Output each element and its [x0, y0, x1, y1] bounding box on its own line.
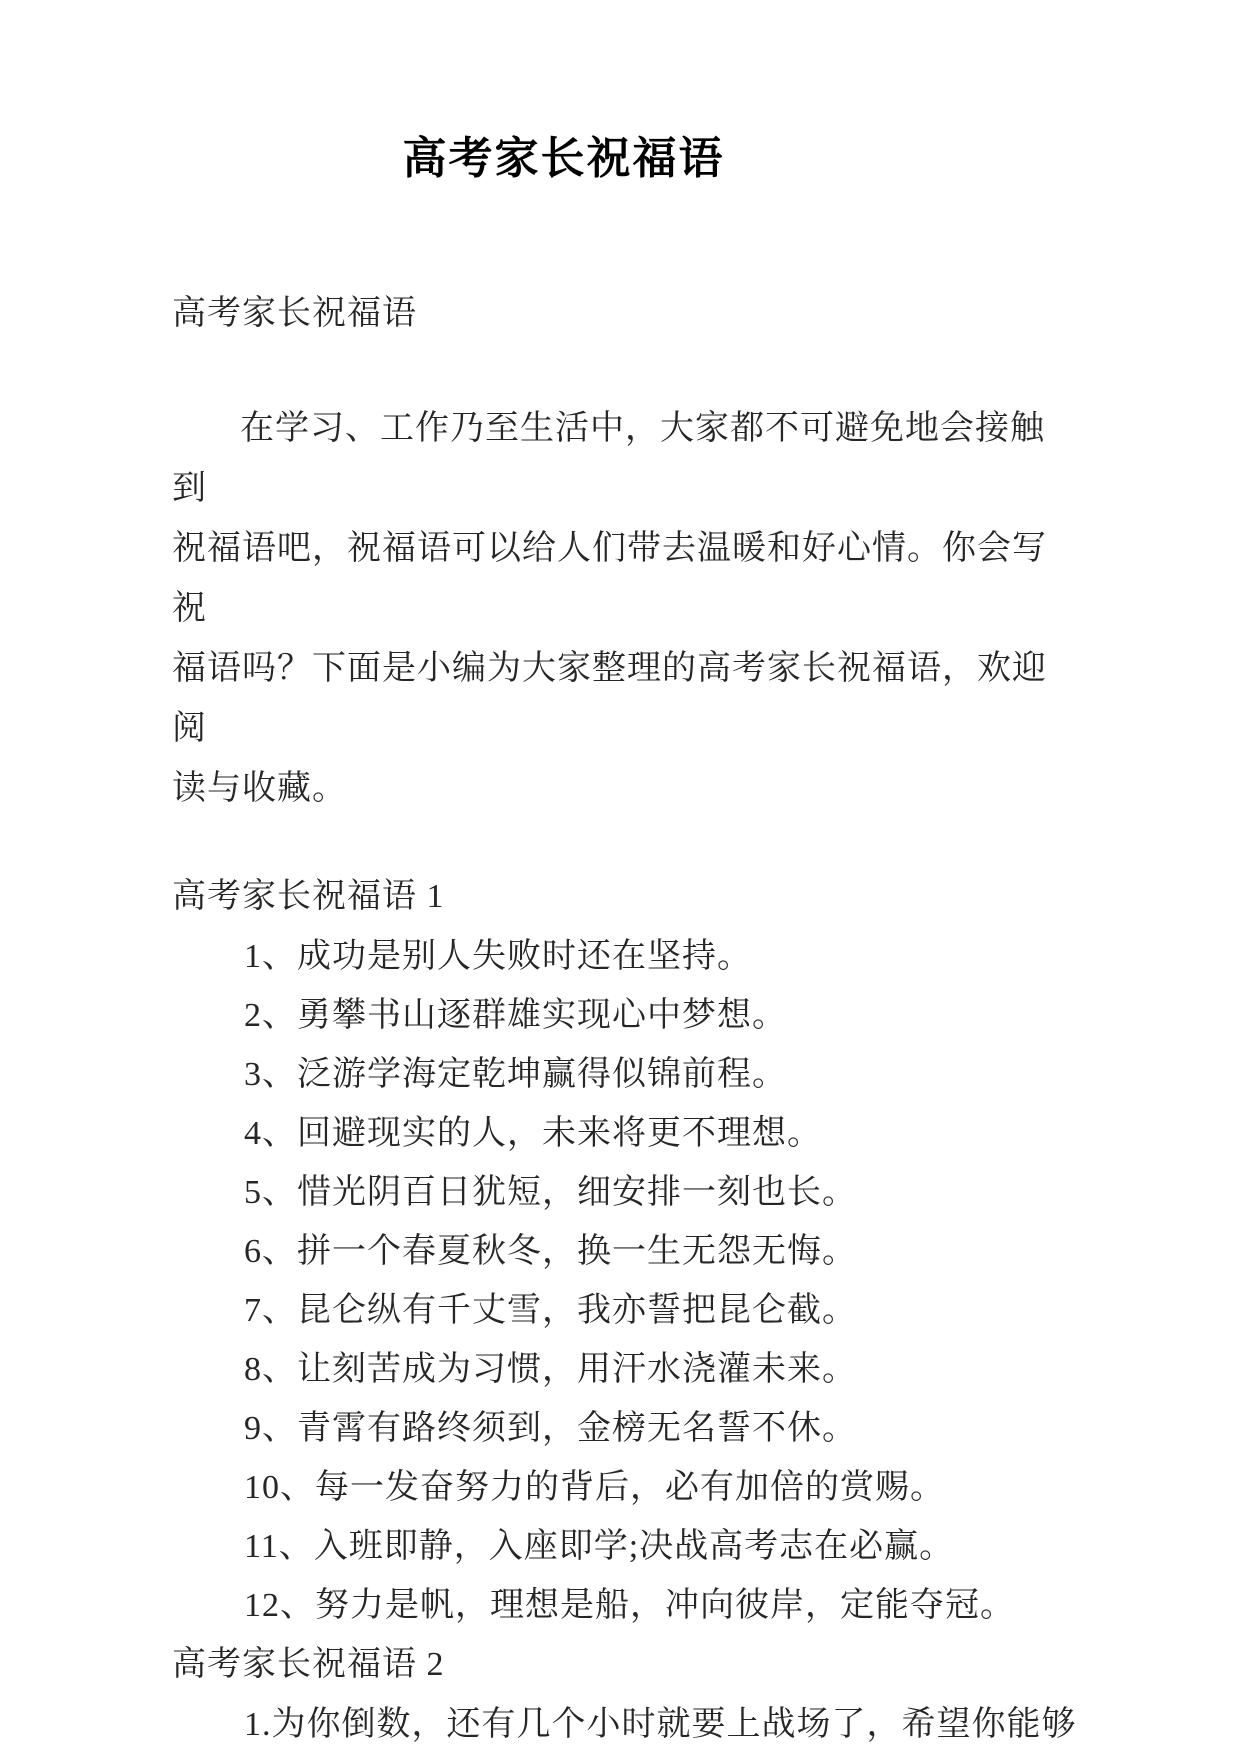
list-item: 11、入班即静，入座即学;决战高考志在必赢。	[244, 1528, 955, 1565]
list-item: 1.为你倒数，还有几个小时就要上战场了，希望你能够	[244, 1706, 1077, 1743]
intro-paragraph	[172, 399, 1071, 819]
section-heading: 高考家长祝福语 2	[172, 1646, 445, 1683]
intro-line: 祝福语吧，祝福语可以给人们带去温暖和好心情。你会写祝	[172, 530, 1047, 627]
article-body	[0, 284, 1241, 1754]
list-item: 6、拼一个春夏秋冬，换一生无怨无悔。	[244, 1233, 857, 1270]
list-item: 3、泛游学海定乾坤赢得似锦前程。	[244, 1056, 787, 1093]
blessing-list	[172, 927, 1071, 1635]
list-item: 8、让刻苦成为习惯，用汗水浇灌未来。	[244, 1351, 857, 1388]
list-item: 9、青霄有路终须到，金榜无名誓不休。	[244, 1410, 857, 1447]
list-item: 1、成功是别人失败时还在坚持。	[244, 938, 752, 975]
intro-line: 读与收藏。	[172, 770, 347, 807]
list-item: 5、惜光阴百日犹短，细安排一刻也长。	[244, 1174, 857, 1211]
article-subtitle: 高考家长祝福语	[172, 295, 417, 332]
page-title: 高考家长祝福语	[402, 134, 725, 183]
list-item: 7、昆仑纵有千丈雪，我亦誓把昆仑截。	[244, 1292, 857, 1329]
list-item: 10、每一发奋努力的背后，必有加倍的赏赐。	[244, 1469, 945, 1506]
list-item: 4、回避现实的人，未来将更不理想。	[244, 1115, 822, 1152]
intro-line: 在学习、工作乃至生活中，大家都不可避免地会接触到	[172, 410, 1045, 507]
list-item: 12、努力是帆，理想是船，冲向彼岸，定能夺冠。	[244, 1587, 1015, 1624]
intro-line: 福语吗？下面是小编为大家整理的高考家长祝福语，欢迎阅	[172, 650, 1047, 747]
section-heading: 高考家长祝福语 1	[172, 878, 445, 915]
list-item: 2、勇攀书山逐群雄实现心中梦想。	[244, 997, 787, 1034]
